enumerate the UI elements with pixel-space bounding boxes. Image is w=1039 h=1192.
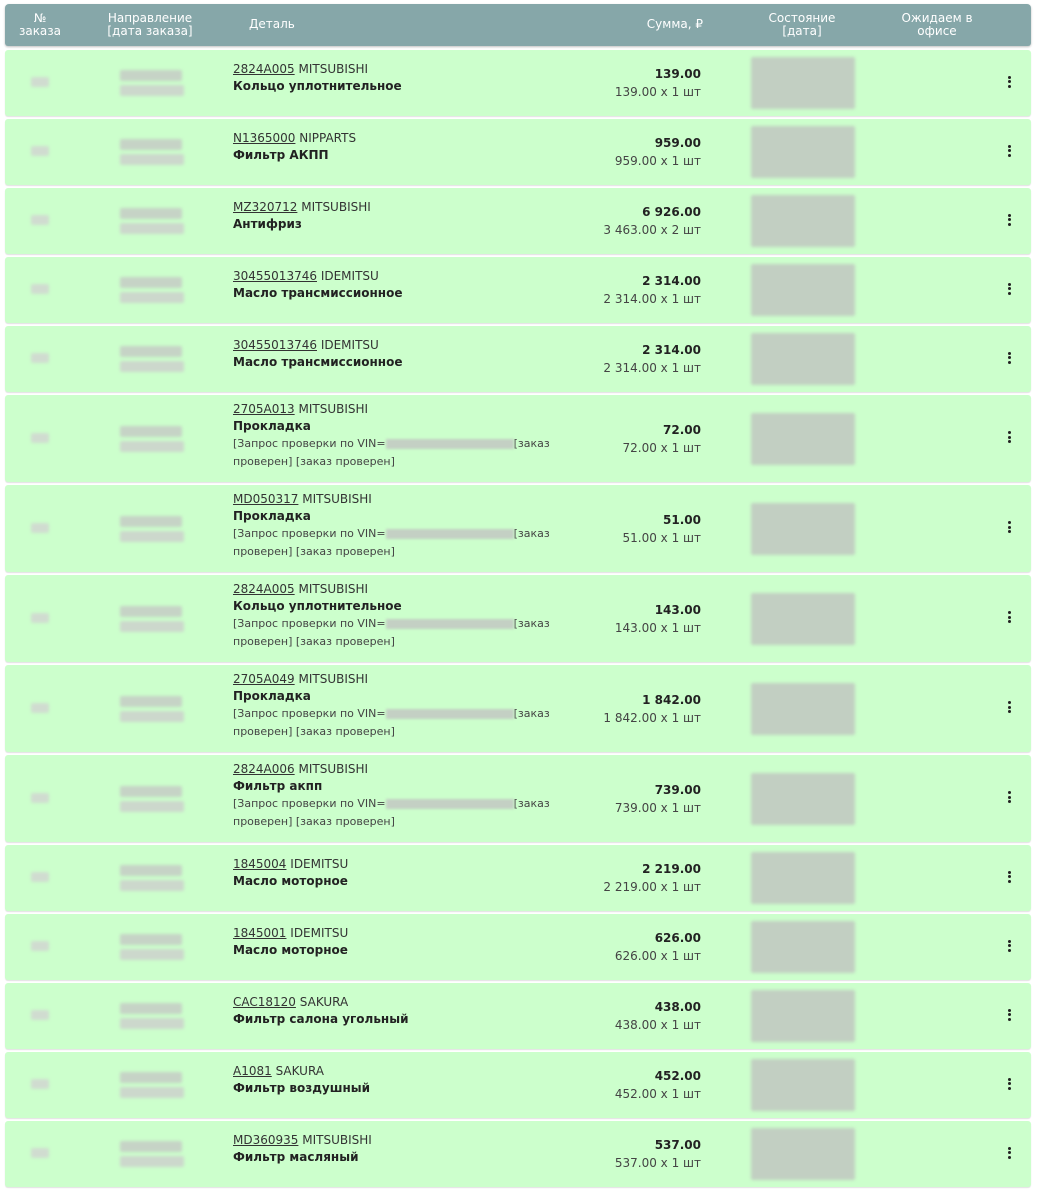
part-detail: [233, 1132, 563, 1166]
part-brand: MITSUBISHI: [298, 402, 369, 416]
header-direction: [101, 12, 199, 38]
row-menu-icon[interactable]: [1002, 430, 1016, 448]
vin-note-suffix: [заказ проверен] [заказ проверен]: [233, 437, 550, 468]
part-line: [233, 199, 563, 215]
sum-total: 626.00: [654, 931, 701, 945]
menu-dot: [1008, 800, 1011, 803]
menu-dot: [1008, 530, 1011, 533]
menu-dot: [1008, 1087, 1011, 1090]
order-date-redacted: [120, 711, 184, 722]
menu-dot: [1008, 287, 1011, 290]
vin-note-prefix: [Запрос проверки по VIN=: [233, 797, 386, 810]
header-office-line2: офисе: [917, 24, 957, 38]
state-redacted: [751, 57, 855, 109]
order-date-redacted: [120, 441, 184, 452]
part-detail: [233, 856, 563, 890]
row-menu-icon[interactable]: [1002, 74, 1016, 92]
header-direction-line2: [дата заказа]: [107, 24, 193, 38]
sum-unit-price: 452.00 х 1 шт: [614, 1087, 701, 1101]
sum-unit-price: 3 463.00 х 2 шт: [603, 223, 701, 237]
header-order-number-line2: заказа: [18, 24, 62, 38]
menu-dot: [1008, 611, 1011, 614]
part-line: [233, 994, 563, 1010]
menu-dot: [1008, 701, 1011, 704]
sum-unit-price: 143.00 х 1 шт: [614, 620, 701, 635]
state-redacted: [751, 413, 855, 465]
direction-redacted: [120, 70, 182, 81]
menu-dot: [1008, 706, 1011, 709]
order-date-redacted: [120, 801, 184, 812]
header-order-number: [17, 12, 63, 38]
menu-dot: [1008, 214, 1011, 217]
part-code-link[interactable]: A1081: [233, 1064, 272, 1078]
sum-cell: [565, 601, 701, 637]
sum-cell: [565, 421, 701, 457]
part-name: Фильтр салона угольный: [233, 1012, 409, 1026]
state-redacted: [751, 126, 855, 178]
sum-cell: [565, 203, 701, 239]
table-row[interactable]: [5, 983, 1031, 1049]
sum-total: 959.00: [654, 136, 701, 150]
direction-redacted: [120, 786, 182, 797]
vin-redacted: [386, 529, 514, 539]
order-number-redacted: [31, 215, 49, 225]
state-redacted: [751, 990, 855, 1042]
table-header: [5, 4, 1031, 46]
row-menu-icon[interactable]: [1002, 700, 1016, 718]
part-brand: IDEMITSU: [290, 926, 349, 940]
order-date-redacted: [120, 85, 184, 96]
sum-unit-price: 438.00 х 1 шт: [614, 1018, 701, 1032]
part-code-link[interactable]: 30455013746: [233, 338, 317, 352]
direction-redacted: [120, 139, 182, 150]
sum-total: 452.00: [654, 1069, 701, 1083]
part-name: Масло моторное: [233, 943, 348, 957]
sum-unit-price: 2 314.00 х 1 шт: [603, 361, 701, 375]
part-line: [233, 581, 563, 597]
part-brand: MITSUBISHI: [302, 1133, 372, 1147]
sum-cell: [565, 134, 701, 170]
direction-redacted: [120, 346, 182, 357]
menu-dot: [1008, 1078, 1011, 1081]
sum-total: 2 219.00: [642, 862, 701, 876]
vin-check-note: [233, 615, 553, 651]
sum-cell: [565, 341, 701, 377]
sum-total: 739.00: [654, 782, 701, 797]
part-detail: [233, 401, 563, 471]
direction-redacted: [120, 696, 182, 707]
sum-cell: [565, 1136, 701, 1172]
part-line: [233, 268, 563, 284]
order-date-redacted: [120, 531, 184, 542]
state-redacted: [751, 195, 855, 247]
part-code-link[interactable]: 2705A013: [233, 402, 295, 416]
order-date-redacted: [120, 223, 184, 234]
row-menu-icon[interactable]: [1002, 212, 1016, 230]
table-body: [5, 50, 1031, 1187]
sum-total: 6 926.00: [642, 205, 701, 219]
part-line: [233, 61, 563, 77]
header-state: [753, 12, 851, 38]
sum-cell: [565, 272, 701, 308]
sum-unit-price: 537.00 х 1 шт: [614, 1156, 701, 1170]
part-name: Прокладка: [233, 689, 311, 703]
direction-redacted: [120, 208, 182, 219]
vin-redacted: [386, 619, 514, 629]
order-number-redacted: [31, 1010, 49, 1020]
part-brand: MITSUBISHI: [298, 762, 369, 776]
sum-total: 143.00: [654, 602, 701, 617]
part-name: Масло моторное: [233, 874, 348, 888]
menu-dot: [1008, 616, 1011, 619]
vin-note-suffix: [заказ проверен] [заказ проверен]: [233, 617, 550, 648]
part-name: Прокладка: [233, 419, 311, 433]
part-detail: [233, 199, 563, 233]
table-row[interactable]: [5, 485, 1031, 572]
sum-cell: [565, 781, 701, 817]
table-row[interactable]: [5, 845, 1031, 911]
sum-cell: [565, 860, 701, 896]
menu-dot: [1008, 80, 1011, 83]
direction-redacted: [120, 426, 182, 437]
sum-cell: [565, 691, 701, 727]
part-code-link[interactable]: MD360935: [233, 1133, 299, 1147]
part-line: [233, 761, 563, 777]
part-brand: MITSUBISHI: [301, 200, 371, 214]
sum-unit-price: 1 842.00 х 1 шт: [603, 710, 701, 725]
order-number-redacted: [31, 613, 49, 623]
part-detail: [233, 671, 563, 741]
header-order-number-line1: №: [33, 11, 47, 25]
part-line: [233, 1132, 563, 1148]
part-detail: [233, 130, 563, 164]
part-brand: NIPPARTS: [299, 131, 357, 145]
order-date-redacted: [120, 949, 184, 960]
state-redacted: [751, 852, 855, 904]
table-row[interactable]: [5, 50, 1031, 116]
order-number-redacted: [31, 146, 49, 156]
direction-redacted: [120, 865, 182, 876]
state-redacted: [751, 683, 855, 735]
sum-cell: [565, 998, 701, 1034]
header-office-line1: Ожидаем в: [901, 11, 973, 25]
menu-dot: [1008, 223, 1011, 226]
sum-total: 72.00: [663, 422, 701, 437]
part-name: Фильтр воздушный: [233, 1081, 371, 1095]
part-line: [233, 491, 563, 507]
part-detail: [233, 268, 563, 302]
sum-total: 51.00: [663, 512, 701, 527]
menu-dot: [1008, 356, 1011, 359]
direction-redacted: [120, 606, 182, 617]
vin-note-suffix: [заказ проверен] [заказ проверен]: [233, 527, 550, 558]
part-brand: MITSUBISHI: [298, 62, 369, 76]
header-state-line2: [дата]: [782, 24, 822, 38]
order-number-redacted: [31, 523, 49, 533]
menu-dot: [1008, 440, 1011, 443]
order-date-redacted: [120, 1018, 184, 1029]
table-row[interactable]: [5, 257, 1031, 323]
row-menu-icon[interactable]: [1002, 1076, 1016, 1094]
state-redacted: [751, 921, 855, 973]
vin-note-suffix: [заказ проверен] [заказ проверен]: [233, 707, 550, 738]
part-line: [233, 925, 563, 941]
order-date-redacted: [120, 621, 184, 632]
state-redacted: [751, 333, 855, 385]
menu-dot: [1008, 1082, 1011, 1085]
part-code-link[interactable]: CAC18120: [233, 995, 296, 1009]
sum-unit-price: 72.00 х 1 шт: [622, 440, 701, 455]
vin-note-prefix: [Запрос проверки по VIN=: [233, 707, 386, 720]
menu-dot: [1008, 880, 1011, 883]
sum-unit-price: 959.00 х 1 шт: [614, 154, 701, 168]
state-redacted: [751, 1059, 855, 1111]
part-brand: MITSUBISHI: [298, 582, 369, 596]
order-number-redacted: [31, 1079, 49, 1089]
menu-dot: [1008, 1013, 1011, 1016]
header-expected-office: [885, 12, 989, 38]
menu-dot: [1008, 1009, 1011, 1012]
part-code-link[interactable]: 2824A005: [233, 62, 295, 76]
state-redacted: [751, 1128, 855, 1180]
menu-dot: [1008, 521, 1011, 524]
sum-unit-price: 2 219.00 х 1 шт: [603, 880, 701, 894]
row-menu-icon[interactable]: [1002, 281, 1016, 299]
part-code-link[interactable]: 2824A005: [233, 582, 295, 596]
menu-dot: [1008, 1156, 1011, 1159]
part-name: Кольцо уплотнительное: [233, 599, 402, 613]
state-redacted: [751, 773, 855, 825]
sum-total: 438.00: [654, 1000, 701, 1014]
row-menu-icon[interactable]: [1002, 350, 1016, 368]
menu-dot: [1008, 710, 1011, 713]
table-row[interactable]: [5, 755, 1031, 842]
part-detail: [233, 337, 563, 371]
menu-dot: [1008, 944, 1011, 947]
vin-check-note: [233, 795, 553, 831]
menu-dot: [1008, 431, 1011, 434]
menu-dot: [1008, 1018, 1011, 1021]
menu-dot: [1008, 1151, 1011, 1154]
part-line: [233, 401, 563, 417]
state-redacted: [751, 264, 855, 316]
menu-dot: [1008, 949, 1011, 952]
part-brand: MITSUBISHI: [298, 672, 369, 686]
part-name: Фильтр АКПП: [233, 148, 329, 162]
table-row[interactable]: [5, 119, 1031, 185]
state-redacted: [751, 593, 855, 645]
vin-note-prefix: [Запрос проверки по VIN=: [233, 617, 386, 630]
sum-unit-price: 51.00 х 1 шт: [622, 530, 701, 545]
sum-unit-price: 739.00 х 1 шт: [614, 800, 701, 815]
menu-dot: [1008, 145, 1011, 148]
menu-dot: [1008, 218, 1011, 221]
header-detail: Деталь: [249, 17, 295, 31]
part-detail: [233, 581, 563, 651]
order-number-redacted: [31, 353, 49, 363]
order-number-redacted: [31, 793, 49, 803]
row-menu-icon[interactable]: [1002, 1007, 1016, 1025]
sum-total: 2 314.00: [642, 274, 701, 288]
part-name: Антифриз: [233, 217, 302, 231]
part-name: Кольцо уплотнительное: [233, 79, 402, 93]
order-number-redacted: [31, 703, 49, 713]
menu-dot: [1008, 149, 1011, 152]
row-menu-icon[interactable]: [1002, 610, 1016, 628]
part-code-link[interactable]: MZ320712: [233, 200, 298, 214]
part-code-link[interactable]: 1845004: [233, 857, 287, 871]
menu-dot: [1008, 352, 1011, 355]
table-row[interactable]: [5, 1121, 1031, 1187]
table-row[interactable]: [5, 1052, 1031, 1118]
direction-redacted: [120, 1003, 182, 1014]
part-detail: [233, 994, 563, 1028]
vin-check-note: [233, 525, 553, 561]
part-code-link[interactable]: 1845001: [233, 926, 287, 940]
menu-dot: [1008, 436, 1011, 439]
sum-cell: [565, 65, 701, 101]
row-menu-icon[interactable]: [1002, 520, 1016, 538]
header-sum: Сумма, ₽: [646, 17, 703, 31]
menu-dot: [1008, 361, 1011, 364]
sum-total: 139.00: [654, 67, 701, 81]
menu-dot: [1008, 76, 1011, 79]
menu-dot: [1008, 875, 1011, 878]
table-row[interactable]: [5, 575, 1031, 662]
direction-redacted: [120, 1141, 182, 1152]
direction-redacted: [120, 1072, 182, 1083]
order-number-redacted: [31, 941, 49, 951]
direction-redacted: [120, 934, 182, 945]
part-name: Фильтр акпп: [233, 779, 323, 793]
menu-dot: [1008, 85, 1011, 88]
table-row[interactable]: [5, 914, 1031, 980]
part-detail: [233, 925, 563, 959]
vin-redacted: [386, 439, 514, 449]
direction-redacted: [120, 277, 182, 288]
menu-dot: [1008, 526, 1011, 529]
header-state-line1: Состояние: [768, 11, 836, 25]
part-name: Масло трансмиссионное: [233, 355, 403, 369]
table-row[interactable]: [5, 188, 1031, 254]
part-brand: SAKURA: [299, 995, 349, 1009]
order-number-redacted: [31, 284, 49, 294]
order-date-redacted: [120, 1087, 184, 1098]
part-code-link[interactable]: 30455013746: [233, 269, 317, 283]
table-row[interactable]: [5, 326, 1031, 392]
part-code-link[interactable]: MD050317: [233, 492, 299, 506]
sum-unit-price: 139.00 х 1 шт: [614, 85, 701, 99]
order-number-redacted: [31, 77, 49, 87]
order-date-redacted: [120, 1156, 184, 1167]
order-date-redacted: [120, 361, 184, 372]
vin-note-prefix: [Запрос проверки по VIN=: [233, 527, 386, 540]
part-code-link[interactable]: 2705A049: [233, 672, 295, 686]
row-menu-icon[interactable]: [1002, 869, 1016, 887]
menu-dot: [1008, 791, 1011, 794]
row-menu-icon[interactable]: [1002, 1145, 1016, 1163]
part-name: Фильтр масляный: [233, 1150, 359, 1164]
sum-cell: [565, 511, 701, 547]
table-row[interactable]: [5, 395, 1031, 482]
part-brand: IDEMITSU: [320, 269, 379, 283]
menu-dot: [1008, 283, 1011, 286]
order-date-redacted: [120, 154, 184, 165]
menu-dot: [1008, 940, 1011, 943]
row-menu-icon[interactable]: [1002, 938, 1016, 956]
vin-redacted: [386, 799, 514, 809]
part-code-link[interactable]: 2824A006: [233, 762, 295, 776]
part-brand: MITSUBISHI: [302, 492, 372, 506]
menu-dot: [1008, 796, 1011, 799]
sum-unit-price: 2 314.00 х 1 шт: [603, 292, 701, 306]
part-line: [233, 671, 563, 687]
order-date-redacted: [120, 880, 184, 891]
menu-dot: [1008, 154, 1011, 157]
order-number-redacted: [31, 433, 49, 443]
sum-unit-price: 626.00 х 1 шт: [614, 949, 701, 963]
table-row[interactable]: [5, 665, 1031, 752]
menu-dot: [1008, 292, 1011, 295]
order-number-redacted: [31, 1148, 49, 1158]
part-brand: SAKURA: [275, 1064, 325, 1078]
part-name: Прокладка: [233, 509, 311, 523]
direction-redacted: [120, 516, 182, 527]
part-line: [233, 130, 563, 146]
vin-redacted: [386, 709, 514, 719]
sum-cell: [565, 929, 701, 965]
part-code-link[interactable]: N1365000: [233, 131, 296, 145]
part-detail: [233, 761, 563, 831]
menu-dot: [1008, 871, 1011, 874]
sum-total: 1 842.00: [642, 692, 701, 707]
order-date-redacted: [120, 292, 184, 303]
vin-note-suffix: [заказ проверен] [заказ проверен]: [233, 797, 550, 828]
part-name: Масло трансмиссионное: [233, 286, 403, 300]
header-direction-line1: Направление: [107, 11, 193, 25]
part-detail: [233, 491, 563, 561]
sum-cell: [565, 1067, 701, 1103]
row-menu-icon[interactable]: [1002, 790, 1016, 808]
part-detail: [233, 61, 563, 95]
part-line: [233, 1063, 563, 1079]
order-number-redacted: [31, 872, 49, 882]
part-detail: [233, 1063, 563, 1097]
part-brand: IDEMITSU: [320, 338, 379, 352]
part-brand: IDEMITSU: [290, 857, 349, 871]
menu-dot: [1008, 620, 1011, 623]
vin-note-prefix: [Запрос проверки по VIN=: [233, 437, 386, 450]
vin-check-note: [233, 435, 553, 471]
state-redacted: [751, 503, 855, 555]
menu-dot: [1008, 1147, 1011, 1150]
orders-table: [5, 4, 1031, 1190]
sum-total: 537.00: [654, 1138, 701, 1152]
sum-total: 2 314.00: [642, 343, 701, 357]
row-menu-icon[interactable]: [1002, 143, 1016, 161]
vin-check-note: [233, 705, 553, 741]
part-line: [233, 856, 563, 872]
part-line: [233, 337, 563, 353]
